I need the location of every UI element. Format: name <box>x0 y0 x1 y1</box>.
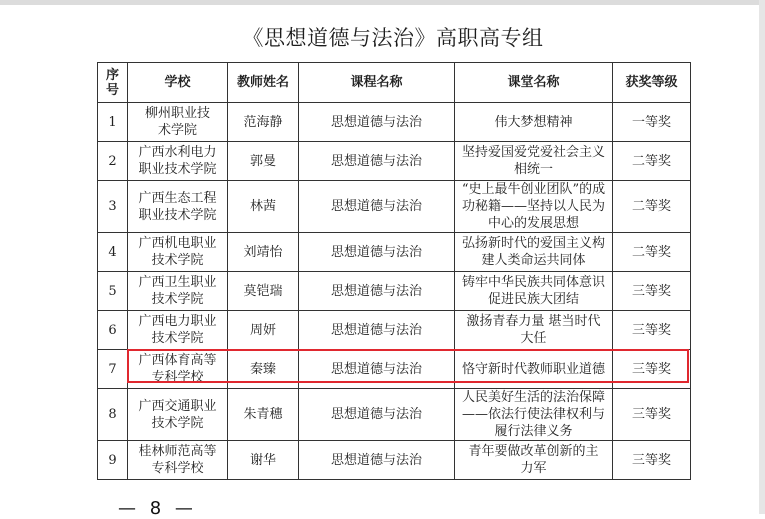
cell-school: 广西卫生职业技术学院 <box>128 272 228 311</box>
cell-no: 9 <box>98 441 128 480</box>
header-course: 课程名称 <box>299 63 455 103</box>
cell-lesson: 人民美好生活的法治保障——依法行使法律权利与履行法律义务 <box>455 389 613 441</box>
cell-teacher: 谢华 <box>228 441 299 480</box>
cell-course: 思想道德与法治 <box>299 233 455 272</box>
table-row <box>98 233 691 272</box>
award-table <box>97 62 691 480</box>
cell-lesson: 伟大梦想精神 <box>455 103 613 142</box>
cell-school: 广西体育高等专科学校 <box>128 350 228 389</box>
page-number: — 8 — <box>118 498 197 519</box>
table-row <box>98 389 691 441</box>
cell-school: 广西电力职业技术学院 <box>128 311 228 350</box>
cell-teacher: 刘靖怡 <box>228 233 299 272</box>
cell-award: 三等奖 <box>613 272 691 311</box>
cell-school: 广西机电职业技术学院 <box>128 233 228 272</box>
cell-no: 2 <box>98 142 128 181</box>
cell-award: 二等奖 <box>613 181 691 233</box>
cell-course: 思想道德与法治 <box>299 311 455 350</box>
cell-lesson: “史上最牛创业团队”的成功秘籍——坚持以人民为中心的发展思想 <box>455 181 613 233</box>
table-row <box>98 142 691 181</box>
cell-no: 4 <box>98 233 128 272</box>
cell-teacher: 莫铠瑞 <box>228 272 299 311</box>
table-row <box>98 181 691 233</box>
cell-teacher: 秦臻 <box>228 350 299 389</box>
cell-teacher: 周妍 <box>228 311 299 350</box>
cell-course: 思想道德与法治 <box>299 181 455 233</box>
cell-teacher: 朱青穗 <box>228 389 299 441</box>
table-row <box>98 272 691 311</box>
scrollbar-track[interactable] <box>759 0 765 514</box>
cell-no: 5 <box>98 272 128 311</box>
cell-teacher: 林茜 <box>228 181 299 233</box>
cell-award: 三等奖 <box>613 350 691 389</box>
header-award: 获奖等级 <box>613 63 691 103</box>
cell-lesson: 恪守新时代教师职业道德 <box>455 350 613 389</box>
cell-no: 8 <box>98 389 128 441</box>
cell-award: 三等奖 <box>613 311 691 350</box>
cell-award: 三等奖 <box>613 389 691 441</box>
cell-teacher: 郭曼 <box>228 142 299 181</box>
cell-school: 桂林师范高等专科学校 <box>128 441 228 480</box>
cell-no: 6 <box>98 311 128 350</box>
cell-award: 二等奖 <box>613 233 691 272</box>
cell-lesson: 青年要做改革创新的主力军 <box>455 441 613 480</box>
table-row <box>98 350 691 389</box>
page-title: 《思想道德与法治》高职高专组 <box>242 26 544 50</box>
cell-course: 思想道德与法治 <box>299 272 455 311</box>
cell-school: 柳州职业技术学院 <box>128 103 228 142</box>
cell-lesson: 坚持爱国爱党爱社会主义相统一 <box>455 142 613 181</box>
cell-lesson: 激扬青春力量 堪当时代大任 <box>455 311 613 350</box>
cell-award: 三等奖 <box>613 441 691 480</box>
header-school: 学校 <box>128 63 228 103</box>
cell-no: 1 <box>98 103 128 142</box>
cell-award: 二等奖 <box>613 142 691 181</box>
cell-lesson: 铸牢中华民族共同体意识促进民族大团结 <box>455 272 613 311</box>
table-row <box>98 103 691 142</box>
cell-no: 7 <box>98 350 128 389</box>
cell-course: 思想道德与法治 <box>299 103 455 142</box>
cell-course: 思想道德与法治 <box>299 441 455 480</box>
cell-lesson: 弘扬新时代的爱国主义构建人类命运共同体 <box>455 233 613 272</box>
cell-course: 思想道德与法治 <box>299 389 455 441</box>
cell-teacher: 范海静 <box>228 103 299 142</box>
table-header-row <box>98 63 691 103</box>
cell-school: 广西交通职业技术学院 <box>128 389 228 441</box>
page-top-edge <box>0 0 765 5</box>
cell-no: 3 <box>98 181 128 233</box>
header-teacher: 教师姓名 <box>228 63 299 103</box>
header-lesson: 课堂名称 <box>455 63 613 103</box>
cell-course: 思想道德与法治 <box>299 142 455 181</box>
table-row <box>98 441 691 480</box>
table-row <box>98 311 691 350</box>
header-no: 序号 <box>98 63 128 103</box>
cell-school: 广西水利电力职业技术学院 <box>128 142 228 181</box>
cell-course: 思想道德与法治 <box>299 350 455 389</box>
cell-school: 广西生态工程职业技术学院 <box>128 181 228 233</box>
cell-award: 一等奖 <box>613 103 691 142</box>
